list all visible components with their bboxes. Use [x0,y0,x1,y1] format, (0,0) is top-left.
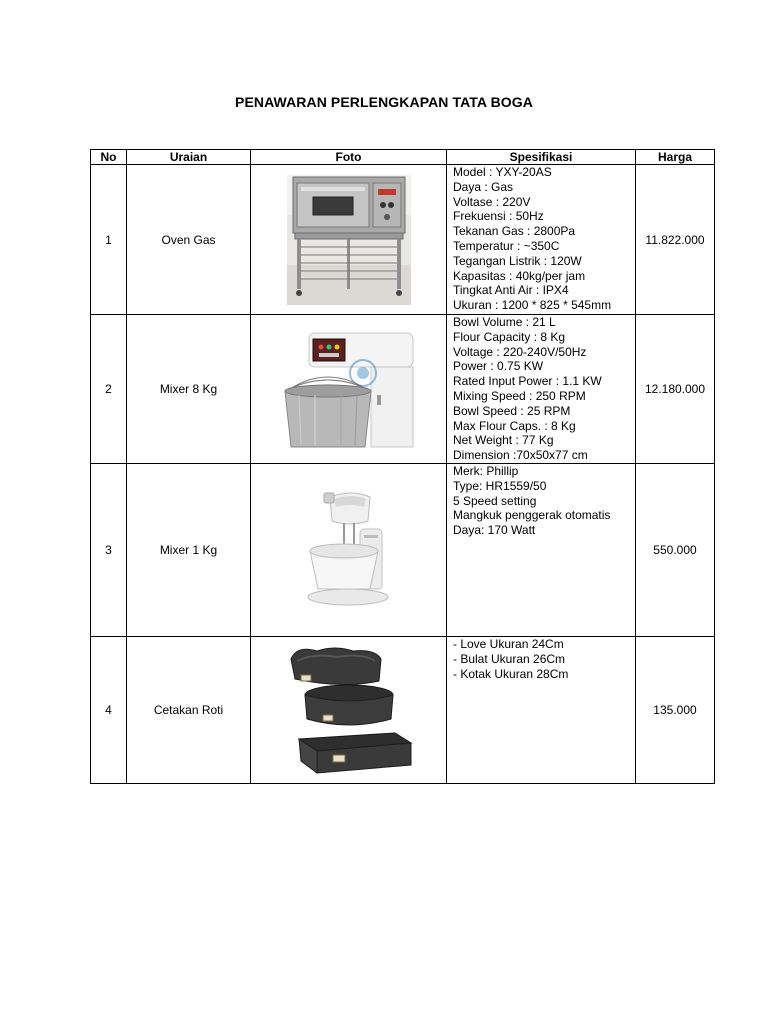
spec-line: Rated Input Power : 1.1 KW [453,374,602,389]
spec-line: - Love Ukuran 24Cm [453,637,564,651]
row-no: 4 [91,637,127,784]
gas-oven-photo [251,165,447,315]
spec-line: Daya : Gas [453,179,514,194]
stand-mixer-photo [251,464,447,637]
spec-line: Daya: 170 Watt [453,523,536,538]
spec-line: Net Weight : 77 Kg [453,433,554,448]
spec-line: Temperatur : ~350C [453,238,560,253]
spec-line: Power : 0.75 KW [453,359,544,374]
row-spesifikasi [447,637,636,784]
row-spesifikasi [447,315,636,464]
row-harga: 11.822.000 [636,165,715,315]
row-spesifikasi [447,464,636,637]
spec-line: Frekuensi : 50Hz [453,209,544,224]
spec-line: Dimension :70x50x77 cm [453,448,588,463]
spec-line: Mangkuk penggerak otomatis [453,508,611,523]
row-uraian: Oven Gas [127,165,251,315]
spec-line: Tingkat Anti Air : IPX4 [453,283,569,298]
spec-line: Flour Capacity : 8 Kg [453,329,566,344]
cake-pans-photo [251,637,447,784]
spec-line: Bowl Speed : 25 RPM [453,403,571,418]
header-uraian: Uraian [127,150,251,165]
spec-line: Kapasitas : 40kg/per jam [453,268,586,283]
row-uraian: Cetakan Roti [127,637,251,784]
row-harga: 550.000 [636,464,715,637]
spec-line: Mixing Speed : 250 RPM [453,388,586,403]
table-row [91,637,715,784]
table-row [91,165,715,315]
document-title: PENAWARAN PERLENGKAPAN TATA BOGA [235,94,533,110]
spec-line: - Bulat Ukuran 26Cm [453,651,566,666]
spec-line: 5 Speed setting [453,493,537,508]
spec-line: Model : YXY-20AS [453,165,552,179]
spec-line: Tegangan Listrik : 120W [453,253,582,268]
spiral-mixer-photo [251,315,447,464]
row-no: 3 [91,464,127,637]
row-spesifikasi [447,165,636,315]
spec-line: Ukuran : 1200 * 825 * 545mm [453,298,612,313]
row-no: 2 [91,315,127,464]
offer-table [90,149,715,784]
row-harga: 135.000 [636,637,715,784]
row-no: 1 [91,165,127,315]
row-uraian: Mixer 1 Kg [127,464,251,637]
table-header-row [91,150,715,165]
table-row [91,464,715,637]
header-foto: Foto [251,150,447,165]
spec-line: Max Flour Caps. : 8 Kg [453,418,576,433]
header-harga: Harga [636,150,715,165]
row-harga: 12.180.000 [636,315,715,464]
spec-line: Type: HR1559/50 [453,478,547,493]
spec-line: Merk: Phillip [453,464,519,478]
spec-line: - Kotak Ukuran 28Cm [453,666,569,681]
spec-line: Voltage : 220-240V/50Hz [453,344,587,359]
spec-line: Bowl Volume : 21 L [453,315,556,329]
header-spesifikasi: Spesifikasi [447,150,636,165]
header-no: No [91,150,127,165]
spec-line: Tekanan Gas : 2800Pa [453,224,576,239]
table-row [91,315,715,464]
spec-line: Voltase : 220V [453,194,531,209]
row-uraian: Mixer 8 Kg [127,315,251,464]
